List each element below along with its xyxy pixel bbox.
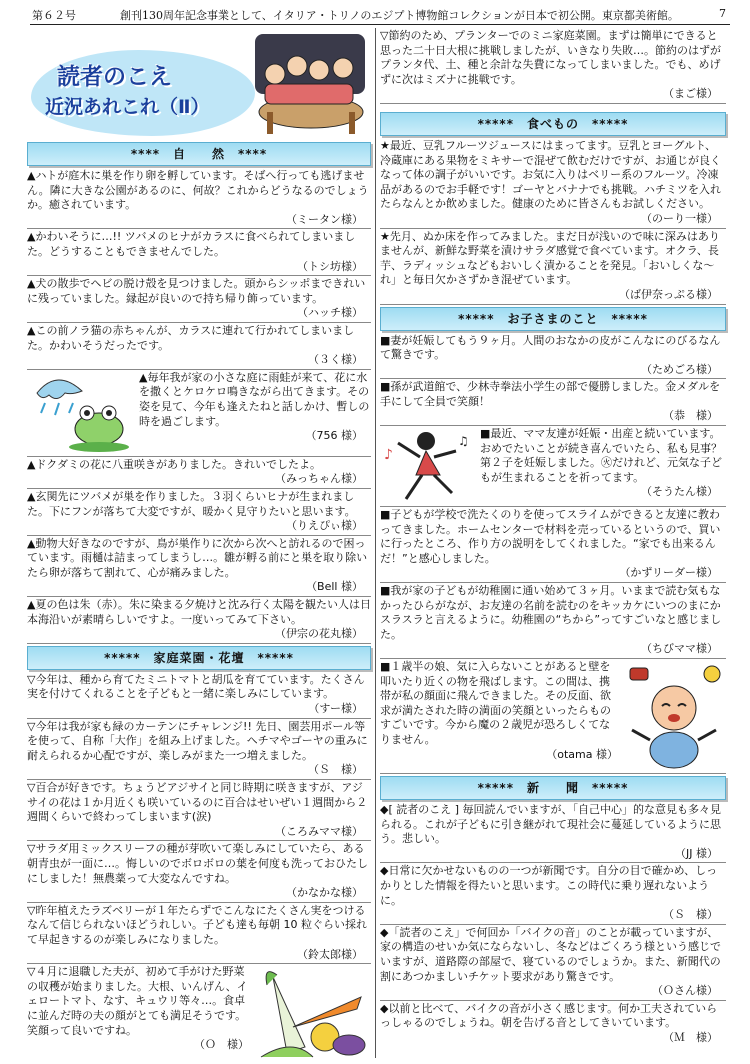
nature-entry: ▲ドクダミの花に八重咲きがありました。きれいでしたよ。 （みっちゃん様） — [27, 457, 371, 489]
news-entry: ◆日常に欠かせないものの一つが新聞です。自分の目で確かめ、しっかりとした情報を得たいと思います。この時代に乗り遅れないように。 （Ｓ 様） — [380, 863, 726, 924]
food-entry: ★最近、豆乳フルーツジュースにはまってます。豆乳とヨーグルト、冷蔵庫にある果物をミキサーで混ぜて飲むだけですが、お通じが良くなって体の調子がいいです。お気に入りはベリー系のフルーツ。冷凍品があるのでお手軽です！ゴーヤとバナナでも挑戦。ハチミツを入れたらなんとか飲めました。健康のために皆さんもお試しください。 （のーり一様） — [380, 138, 726, 229]
nature-entry: ▲ハトが庭木に巣を作り卵を孵しています。そばへ行っても逃げません。隣に大きな公園があるのに、何故？これからどうなるのでしょうか。癒されています。 （ミータン様） — [27, 168, 371, 229]
nature-entry: ▲毎年我が家の小さな庭に雨蛙が来て、花に水を撒くとケロケロ鳴きながら出てきます。その姿を見て、今年も逢えたねと話しかけ、暫しの時を過ごします。 （756 様） — [27, 370, 371, 457]
right-column — [380, 28, 726, 1047]
issue-number: 第６２号 — [32, 9, 76, 22]
news-entry: ◆[ 読者のこえ ] 毎回読んでいますが、「自己中心」的な意見も多々見られる。これが子どもに引き継がれて現社会に蔓延しているように思う。悲しい。 （JJ 様） — [380, 802, 726, 863]
garden-entry: ▽今年は我が家も緑のカーテンにチャレンジ!! 先日、園芸用ポール等を使って、自称「大作」を組み上げました。ヘチマやゴーヤの重みに耐えられるか心配ですが、楽しみがまた一つ増えました。 （Ｓ 様） — [27, 719, 371, 780]
page-header — [30, 4, 730, 25]
page-subtitle: 近況あれこれ（Ⅱ） — [45, 96, 210, 118]
garden-entry: ▽百合が好きです。ちょうどアジサイと同じ時期に咲きますが、アジサイの花は１か月近くも咲いているのに百合はせいぜい１週間から２週間くらいで終わってしまいます(涙) （ころみママ様） — [27, 780, 371, 841]
garden-entry: ▽節約のため、プランターでのミニ家庭菜園。まずは簡単にできると思った二十日大根に挑戦しましたが、いきなり失敗…。節約のはずがプランタ代、土、種と余計な失費になってしまいました。でも、めげずに次はミズナに挑戦です。 （まご様） — [380, 28, 726, 104]
dancing-woman-illustration — [380, 429, 476, 505]
section-kids-heading: ***** お子さまのこと ***** — [380, 307, 726, 331]
food-entry: ★先月、ぬか床を作ってみました。まだ日が浅いので味に深みはありませんが、新鮮な野菜を漬けサラダ感覚で食べています。オクラ、長芋、ラディッシュなどもおいしく漬かることを発見。「おいしくな～れ」と毎日欠かさずかき混ぜています。 （ば伊奈っぷる様） — [380, 229, 726, 305]
nature-entry: ▲夏の色は朱（赤）。朱に染まる夕焼けと沈み行く太陽を観たい人は日本海沿いが素晴らしいですよ。一度いってみて下さい。 （伊宗の花丸様） — [27, 597, 371, 644]
svg-text:♫: ♫ — [458, 434, 469, 449]
kids-entry: ■孫が武道館で、少林寺拳法小学生の部で優勝しました。金メダルを手にして全員で笑顔！ （恭 様） — [380, 379, 726, 426]
title-block — [27, 28, 371, 140]
garden-entry: ▽昨年植えたラズベリーが１年たらずでこんなにたくさん実をつけるなんて信じられないほどうれしい。子ども達も毎朝 10 粒ぐらい採れて早起きするのが楽しみになりました。 （鈴太郎様） — [27, 903, 371, 964]
kids-entry: ■１歳半の娘、気に入らないことがあると壁を叩いたり近くの物を飛ばします。この間は、携帯が私の顔面に飛んできました。その反面、欲求が満たされた時の満面の笑顔といったらものすごいです。今から魔の２歳児が恐ろしくてなりません。 （otama 様） — [380, 659, 726, 774]
nature-entry: ▲動物大好きなのですが、鳥が巣作りに次から次へと訪れるので困っています。雨樋は詰まってしまうし…。雛が孵る前にと巣を取り除いたら卵が落ちて割れて、心が痛みました。 （Bell 様） — [27, 536, 371, 597]
section-nature-heading: **** 自 然 **** — [27, 142, 371, 166]
kids-entry: ♪ ♫ ■最近、ママ友達が妊娠・出産と続いています。おめでたいことが続き喜んでいたら、私も見事？第２子を妊娠しました。㊋だけれど、元気な子どもが生まれることを祈ってます。 （そうたん様） — [380, 426, 726, 507]
vegetables-illustration — [253, 967, 371, 1063]
frog-illustration — [27, 373, 133, 455]
section-news-heading: ***** 新 聞 ***** — [380, 776, 726, 800]
kids-entry: ■子どもが学校で洗たくのりを使ってスライムができると友達に教わってきました。ホームセンターで材料を売っているというので、買いに行ったところ、作り方の説明をしてくれました。“家でも出来るんだ！”と感心しました。 （かずリーダー様） — [380, 507, 726, 583]
page-number: 7 — [719, 7, 726, 20]
garden-entry: ▽今年は、種から育てたミニトマトと胡瓜を育てています。たくさん実を付けてくれることを子どもと一緒に楽しみにしています。 （すー様） — [27, 672, 371, 719]
nature-entry: ▲この前ノラ猫の赤ちゃんが、カラスに連れて行かれてしまいました。かわいそうだったです。 （３く様） — [27, 323, 371, 370]
garden-entry: ▽４月に退職した夫が、初めて手がけた野菜の収穫が始まりました。大根、いんげん、イェロートマト、なす、キュウリ等々…。食卓に並んだ時の夫の顔がとても満足そうです。笑顔って良いですね。 （Ｏ 様） — [27, 964, 371, 1064]
news-entry: ◆「読者のこえ」で何回か「バイクの音」のことが載っていますが、家の構造のせいか気にならないし、冬などはごくろう様という感じでいますが、道路際の部屋で、寝ているのでしょうか。また、新聞代の割にあつかましいチケット要求があり驚きです。 （Ｏさん様） — [380, 925, 726, 1001]
left-column — [27, 28, 371, 1064]
garden-entry: ▽サラダ用ミックスリーフの種が芽吹いて楽しみにしていたら、ある朝青虫が一面に…。悔しいのでボロボロの葉を何度も洗っておひたしにしました！無農薬って大変なんですね。 （かなかな様） — [27, 841, 371, 902]
news-entry: ◆以前と比べて、バイクの音が小さく感じます。何か工夫されていらっしゃるのでしょうね。朝を告げる音としてきいています。 （Ｍ 様） — [380, 1001, 718, 1044]
nature-entry: ▲かわいそうに…!! ツバメのヒナがカラスに食べられてしまいました。どうすることもできませんでした。 （トシ坊様） — [27, 229, 371, 276]
nature-entry: ▲玄関先にツバメが巣を作りました。３羽くらいヒナが生まれました。下にフンが落ちて大変ですが、暖かく見守りたいと思います。 （りえぴぃ様） — [27, 489, 371, 536]
readers-illustration — [253, 30, 369, 136]
section-garden-heading: ***** 家庭菜園・花壇 ***** — [27, 646, 371, 670]
kids-entry: ■妻が妊娠してもう９ヶ月。人間のおなかの皮がこんなにのびるなんて驚きです。 （ためごろ様） — [380, 333, 726, 380]
section-food-heading: ***** 食べもの ***** — [380, 112, 726, 136]
crying-baby-illustration — [622, 662, 726, 772]
kids-entry: ■我が家の子どもが幼稚園に通い始めて３ヶ月。いままで読む気もなかったひらがなが、お友達の名前を読むのをキッカケにいつのまにかスラスラと言えるように。幼稚園の“ちから”ってすごいなと感じました。 （ちびママ様） — [380, 583, 726, 659]
nature-entry: ▲犬の散歩でヘビの脱け殻を見つけました。頭からシッポまできれいに残っていました。縁起が良いので持ち帰り飾っています。 （ハッチ様） — [27, 276, 371, 323]
svg-text:♪: ♪ — [384, 447, 393, 464]
column-divider — [375, 28, 376, 1058]
page-title: 読者のこえ — [57, 64, 172, 90]
header-note: 創刊130周年記念事業として、イタリア・トリノのエジプト博物館コレクションが日本で初公開。東京都美術館。 — [120, 9, 679, 22]
